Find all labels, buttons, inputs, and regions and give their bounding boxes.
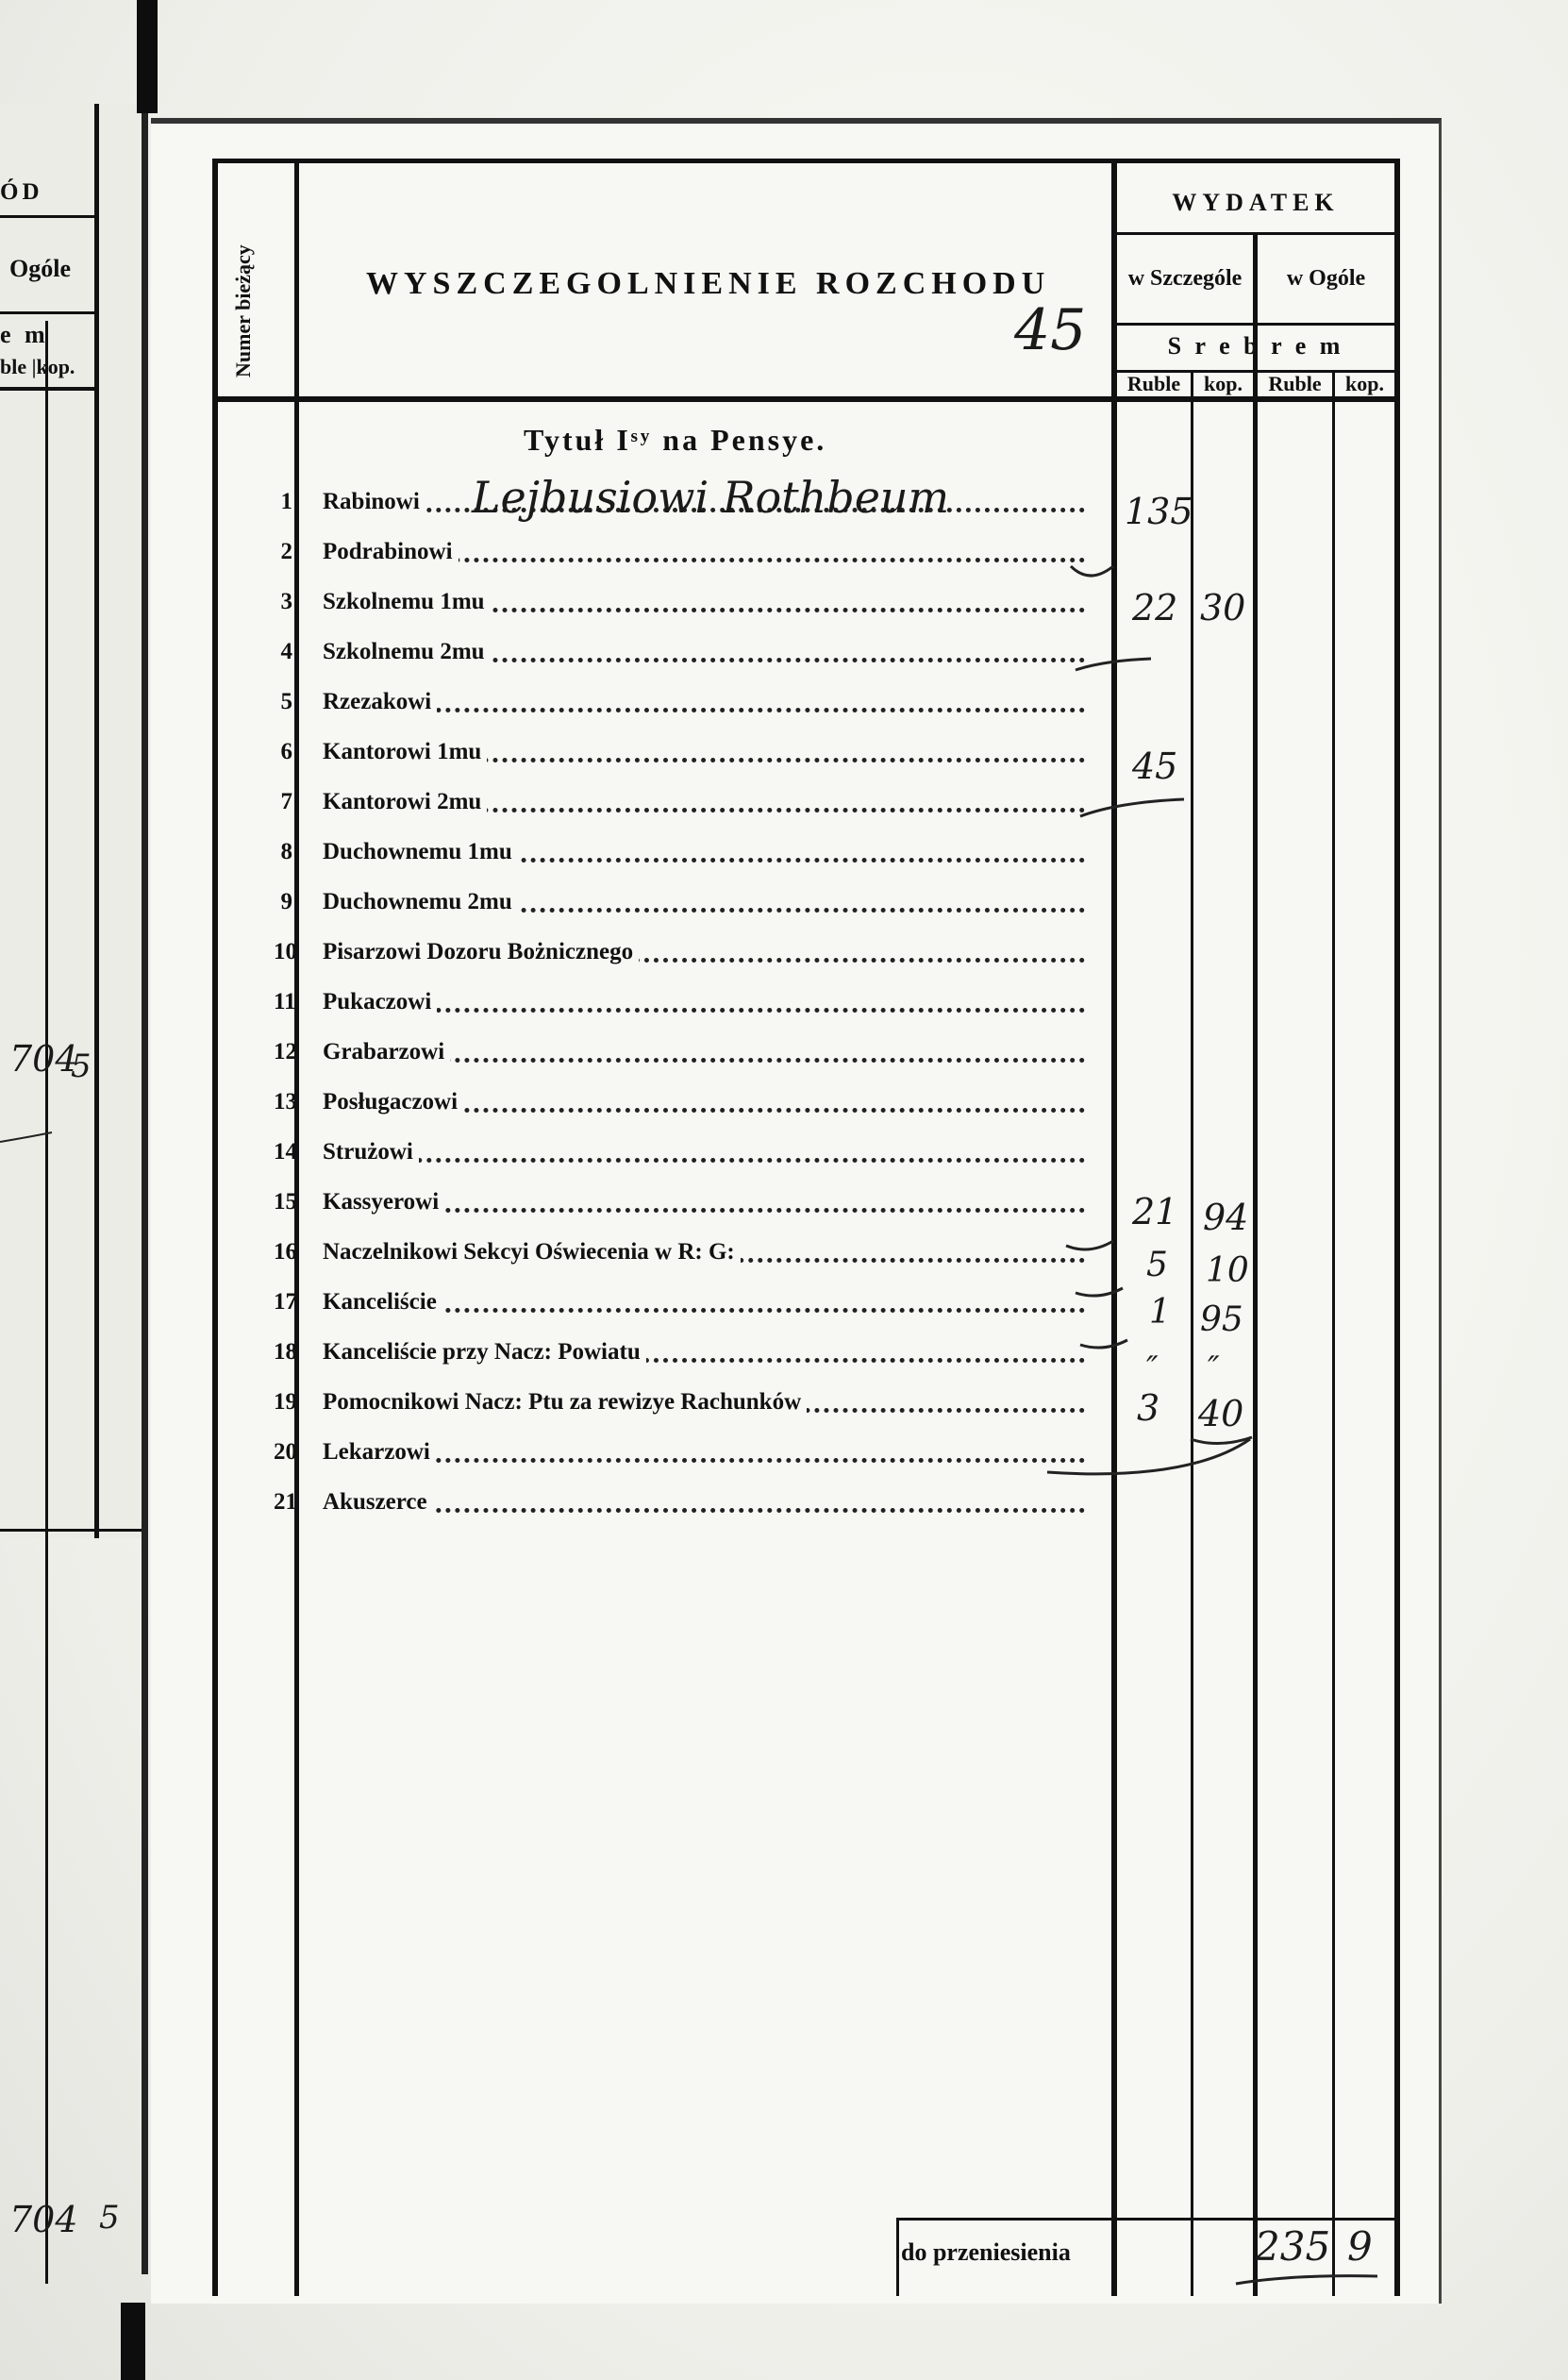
row-number: 20 [274,1439,297,1465]
row-number: 16 [274,1239,297,1265]
row-label: Duchownemu 1mu [323,839,518,865]
srebrem-header: S r e b r e m [1167,332,1344,360]
row-number: 17 [274,1289,297,1315]
row-number: 5 [280,689,292,714]
row-label: Lekarzowi [323,1439,436,1466]
amount-rub-row-15: 21 [1132,1191,1178,1232]
page-number-note: 45 [1014,297,1087,363]
row-label: Duchownemu 2mu [323,889,518,915]
w-ogole-header: w Ogóle [1286,266,1366,291]
amount-kop-row-17: 95 [1200,1300,1243,1339]
wydatek-header: WYDATEK [1172,189,1340,216]
row-label: Strużowi [323,1139,419,1165]
carry-total-rub: 235 [1255,2223,1331,2270]
left-hw-total-1: 704 [9,2199,78,2240]
row-number: 9 [280,889,292,914]
leader-dots [323,1508,1085,1513]
row-number: 7 [280,789,292,814]
left-hw-amount-1: 704 [9,1038,78,1080]
amount-kop-row-16: 10 [1206,1251,1249,1290]
row-number: 1 [280,489,292,514]
left-hw-total-2: 5 [99,2199,120,2237]
leader-dots [323,1458,1085,1463]
handwritten-rabbi-name: Lejbusiowi Rothbeum [472,472,950,523]
row-label: Szkolnemu 1mu [323,589,491,615]
row-number: 8 [280,839,292,864]
amount-rub-row-3: 22 [1132,587,1178,629]
amount-rub-row-19: 3 [1137,1387,1160,1429]
page-title: WYSZCZEGOLNIENIE ROZCHODU [366,266,1051,301]
row-label: Pomocnikowi Nacz: Ptu za rewizye Rachunków [323,1389,807,1416]
row-label: Rabinowi [323,489,425,515]
row-label: Kanceliście [323,1289,442,1316]
kop-header-1: kop. [1204,372,1243,395]
left-srebrem: e m [0,321,49,348]
row-number: 3 [280,589,292,614]
amount-rub-row-16: 5 [1146,1246,1168,1284]
row-number: 13 [274,1089,297,1115]
amount-rub-row-18: ″ [1146,1349,1159,1387]
left-col-head: ÓD [0,179,43,205]
row-number: 10 [274,939,297,964]
row-label: Kantorowi 2mu [323,789,487,815]
numer-biezacy-header: Numer bieżący [231,244,255,377]
section-title: Tytuł Iˢʸ na Pensye. [524,423,827,457]
row-label: Podrabinowi [323,539,459,565]
leader-dots [323,1158,1085,1163]
row-number: 21 [274,1489,297,1515]
row-number: 12 [274,1039,297,1064]
row-label: Posługaczowi [323,1089,463,1115]
amount-rub-row-1: 135 [1125,491,1193,532]
row-label: Rzezakowi [323,689,437,715]
kop-header-2: kop. [1345,372,1384,395]
row-number: 15 [274,1189,297,1215]
row-number: 2 [280,539,292,564]
left-ogole: Ogóle [9,255,71,282]
left-hw-amount-2: 5 [71,1048,92,1085]
amount-kop-row-18: ″ [1208,1349,1220,1387]
row-label: Grabarzowi [323,1039,450,1065]
amount-kop-row-3: 30 [1200,587,1246,629]
ruble-header-1: Ruble [1126,372,1181,395]
carry-total-kop: 9 [1347,2223,1373,2270]
row-label: Kassyerowi [323,1189,444,1215]
row-label: Kantorowi 1mu [323,739,487,765]
row-number: 11 [274,989,296,1014]
row-number: 18 [274,1339,297,1365]
row-number: 4 [280,639,292,664]
row-label: Pukaczowi [323,989,437,1015]
row-label: Szkolnemu 2mu [323,639,491,665]
row-number: 19 [274,1389,297,1415]
amount-rub-row-6: 45 [1132,746,1178,787]
amount-kop-row-15: 94 [1203,1197,1249,1238]
ruble-header-2: Ruble [1268,372,1322,395]
row-label: Pisarzowi Dozoru Bożnicznego [323,939,639,965]
left-ruble-kop: ble |kop. [0,355,75,378]
w-szczegole-header: w Szczególe [1127,266,1243,291]
row-label: Kanceliście przy Nacz: Powiatu [323,1339,646,1366]
amount-kop-row-19: 40 [1198,1393,1244,1434]
amount-rub-row-17: 1 [1149,1293,1171,1332]
row-number: 6 [280,739,292,764]
row-label: Naczelnikowi Sekcyi Oświecenia w R: G: [323,1239,741,1265]
do-przeniesienia-label: do przeniesienia [901,2238,1071,2266]
row-number: 14 [274,1139,297,1165]
row-label: Akuszerce [323,1489,433,1516]
